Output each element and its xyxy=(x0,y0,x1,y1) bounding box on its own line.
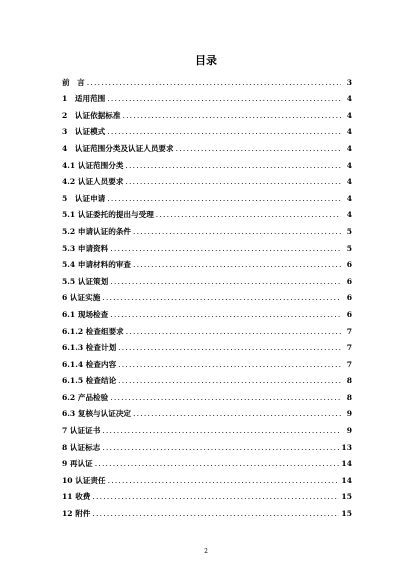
toc-entry[interactable] xyxy=(62,501,352,518)
toc-entry-page: 13 xyxy=(341,442,352,452)
toc-entry-label: 7 认证证书 xyxy=(62,426,101,436)
toc-entry-label: 3 认证模式 xyxy=(62,127,106,137)
toc-entry-page: 7 xyxy=(346,326,352,336)
toc-leader-dots xyxy=(107,94,341,103)
toc-entry[interactable] xyxy=(62,186,352,203)
toc-entry-page: 6 xyxy=(346,309,352,319)
toc-entry-label: 4.2 认证人员要求 xyxy=(62,177,124,187)
toc-leader-dots xyxy=(156,210,341,219)
toc-entry-label: 8 认证标志 xyxy=(62,442,101,452)
toc-entry-label: 12 附件 xyxy=(62,509,91,519)
toc-entry-label: 6.2 产品检验 xyxy=(62,392,109,402)
toc-entry-label: 6.1.3 检查计划 xyxy=(62,343,117,353)
toc-leader-dots xyxy=(125,161,341,170)
toc-entry-page: 3 xyxy=(346,77,352,87)
toc-entry-page: 9 xyxy=(346,426,352,436)
toc-entry-page: 8 xyxy=(346,392,352,402)
toc-entry[interactable] xyxy=(62,87,352,104)
toc-entry[interactable] xyxy=(62,170,352,187)
toc-leader-dots xyxy=(95,459,340,468)
toc-entry-label: 5.4 申请材料的审查 xyxy=(62,260,132,270)
toc-leader-dots xyxy=(92,492,339,501)
toc-entry-label: 5 认证申请 xyxy=(62,193,106,203)
toc-entry-label: 6.1 现场检查 xyxy=(62,309,109,319)
toc-leader-dots xyxy=(122,111,341,120)
toc-entry-label: 9 再认证 xyxy=(62,459,93,469)
page-number: 2 xyxy=(204,548,208,555)
toc-entry-page: 6 xyxy=(346,260,352,270)
toc-entry[interactable] xyxy=(62,336,352,353)
toc-entry-page: 5 xyxy=(346,243,352,253)
toc-leader-dots xyxy=(102,443,339,452)
toc-entry[interactable] xyxy=(62,352,352,369)
toc-entry-page: 7 xyxy=(346,359,352,369)
toc-entry[interactable] xyxy=(62,203,352,220)
toc-entry[interactable] xyxy=(62,402,352,419)
toc-entry[interactable] xyxy=(62,253,352,270)
toc-leader-dots xyxy=(110,393,341,402)
toc-entry-page: 4 xyxy=(346,193,352,203)
toc-entry-page: 4 xyxy=(346,210,352,220)
toc-leader-dots xyxy=(110,244,341,253)
toc-entry[interactable] xyxy=(62,485,352,502)
toc-entry[interactable] xyxy=(62,369,352,386)
toc-leader-dots xyxy=(107,194,341,203)
toc-leader-dots xyxy=(87,78,341,87)
toc-entry-label: 6.1.5 检查结论 xyxy=(62,376,117,386)
toc-leader-dots xyxy=(110,277,341,286)
toc-entry[interactable] xyxy=(62,236,352,253)
toc-entry-label: 1 适用范围 xyxy=(62,94,106,104)
toc-entry-page: 15 xyxy=(341,492,352,502)
toc-entry[interactable] xyxy=(62,269,352,286)
toc-entry-label: 6.1.4 检查内容 xyxy=(62,359,117,369)
toc-entry[interactable] xyxy=(62,153,352,170)
toc-entry-page: 7 xyxy=(346,343,352,353)
toc-entry[interactable] xyxy=(62,70,352,87)
toc-entry-page: 5 xyxy=(346,226,352,236)
toc-entry-label: 6 认证实施 xyxy=(62,293,101,303)
toc-entry[interactable] xyxy=(62,136,352,153)
toc-entry-page: 6 xyxy=(346,276,352,286)
toc-leader-dots xyxy=(176,144,341,153)
toc-entry-page: 15 xyxy=(341,509,352,519)
toc-entry-label: 5.1 认证委托的提出与受理 xyxy=(62,210,154,220)
toc-leader-dots xyxy=(133,260,341,269)
toc-entry-page: 4 xyxy=(346,143,352,153)
toc-entry-label: 11 收费 xyxy=(62,492,91,502)
toc-entry[interactable] xyxy=(62,319,352,336)
toc-entry-page: 4 xyxy=(346,127,352,137)
toc-leader-dots xyxy=(108,476,340,485)
toc-entry-page: 4 xyxy=(346,110,352,120)
toc-entry[interactable] xyxy=(62,219,352,236)
toc-leader-dots xyxy=(125,177,341,186)
toc-entry-label: 10 认证责任 xyxy=(62,475,106,485)
toc-leader-dots xyxy=(102,293,341,302)
toc-entry[interactable] xyxy=(62,286,352,303)
toc-entry[interactable] xyxy=(62,418,352,435)
toc-entry-label: 6.1.2 检查组要求 xyxy=(62,326,124,336)
toc-leader-dots xyxy=(107,127,341,136)
toc-entry-page: 4 xyxy=(346,177,352,187)
toc-entry-label: 5.3 申请资料 xyxy=(62,243,109,253)
toc-leader-dots xyxy=(133,227,341,236)
toc-entry-label: 5.2 申请认证的条件 xyxy=(62,226,132,236)
toc-entry-page: 4 xyxy=(346,94,352,104)
toc-entry-label: 6.3 复核与认证决定 xyxy=(62,409,132,419)
table-of-contents xyxy=(62,70,352,518)
toc-leader-dots xyxy=(92,509,339,518)
toc-entry[interactable] xyxy=(62,468,352,485)
toc-entry[interactable] xyxy=(62,120,352,137)
toc-leader-dots xyxy=(102,426,341,435)
toc-leader-dots xyxy=(110,310,341,319)
toc-entry-page: 8 xyxy=(346,376,352,386)
toc-entry[interactable] xyxy=(62,435,352,452)
toc-entry-page: 14 xyxy=(341,459,352,469)
toc-entry[interactable] xyxy=(62,452,352,469)
toc-leader-dots xyxy=(118,343,341,352)
toc-entry[interactable] xyxy=(62,103,352,120)
toc-leader-dots xyxy=(118,376,341,385)
toc-entry-page: 9 xyxy=(346,409,352,419)
toc-entry-label: 2 认证依据标准 xyxy=(62,110,121,120)
toc-leader-dots xyxy=(118,360,341,369)
toc-entry-page: 4 xyxy=(346,160,352,170)
toc-entry[interactable] xyxy=(62,385,352,402)
toc-leader-dots xyxy=(133,409,341,418)
toc-entry[interactable] xyxy=(62,302,352,319)
toc-entry-label: 前 言 xyxy=(62,77,85,87)
toc-entry-label: 4 认证范围分类及认证人员要求 xyxy=(62,143,174,153)
toc-leader-dots xyxy=(126,327,341,336)
toc-entry-label: 4.1 认证范围分类 xyxy=(62,160,124,170)
toc-title: 目录 xyxy=(195,54,217,67)
toc-entry-label: 5.5 认证策划 xyxy=(62,276,109,286)
toc-entry-page: 6 xyxy=(346,293,352,303)
toc-entry-page: 14 xyxy=(341,475,352,485)
